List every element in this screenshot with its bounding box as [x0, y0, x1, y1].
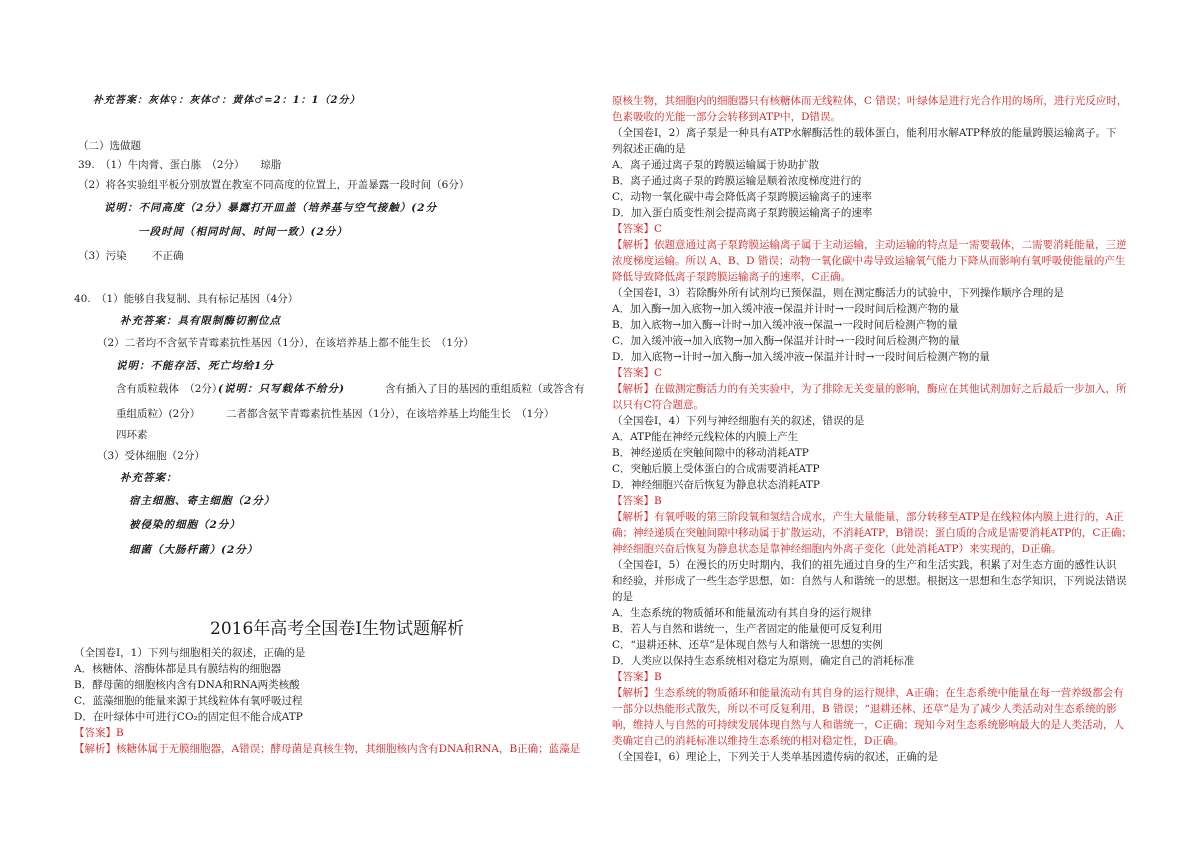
supplementary-answer-2a: 宿主细胞、寄主细胞（2分）	[129, 495, 276, 507]
answer-line-b2: 二者都含氨苄青霉素抗性基因（1分），在该培养基上均能生长 （1分）	[226, 408, 555, 420]
q2-option-a: A．离子通过离子泵的跨膜运输属于协助扩散	[612, 159, 820, 171]
q1-stem: （全国卷Ⅰ，1）下列与细胞相关的叙述，正确的是	[74, 647, 306, 659]
q4-stem: （全国卷Ⅰ，4）下列与神经细胞有关的叙述，错误的是	[612, 415, 865, 427]
q2-stem-1: （全国卷Ⅰ，2）离子泵是一种具有ATP水解酶活性的载体蛋白，能利用水解ATP释放的能量跨膜运输离子。下	[612, 127, 1117, 139]
q5-explanation-2: 一部分以热能形式散失，所以不可反复利用，B 错误；“退耕还林、还草”是为了减少人类活动对生态系统的影	[612, 703, 1117, 715]
q2-option-d: D．加入蛋白质变性剂会提高离子泵跨膜运输离子的速率	[612, 207, 873, 219]
q1-answer: 【答案】B	[74, 727, 124, 739]
q1-option-d: D．在叶绿体中可进行CO₂的固定但不能合成ATP	[74, 711, 303, 723]
q5-explanation-1: 【解析】生态系统的物质循环和能量流动有其自身的运行规律，A正确；在生态系统中能量在每一营养级都会有	[612, 687, 1124, 699]
q3-answer: 【答案】C	[612, 367, 663, 379]
q5-stem-3: 的是	[612, 591, 633, 603]
q40-part2: （2）二者均不含氨苄青霉素抗性基因（1分），在该培养基上都不能生长 （1分）	[97, 337, 475, 349]
q2-stem-2: 列叙述正确的是	[612, 143, 686, 155]
answer-line-a3: 含有插入了目的基因的重组质粒（或答含有	[385, 383, 585, 395]
supplementary-answer-2: 补充答案：	[120, 472, 178, 484]
answer-line-b1: 重组质粒）(2分）	[116, 408, 201, 420]
q3-option-c: C．加入缓冲液→加入底物→加入酶→保温并计时→一段时间后检测产物的量	[612, 335, 960, 347]
answer-line-c: 四环素	[116, 429, 148, 441]
q4-explanation-1: 【解析】有氧呼吸的第三阶段氧和氢结合成水，产生大量能量，部分转移至ATP是在线粒体内膜上进行的，A正	[612, 511, 1124, 523]
q2-explanation-2: 浓度梯度运输。所以 A、B、D 错误；动物一氧化碳中毒导致运输氧气能力下降从而影响有氧呼吸使能量的产生	[612, 255, 1126, 267]
q5-explanation-3: 响，维持人与自然的可持续发展体现自然与人和谐统一，C正确；现知今对生态系统影响最大的是人类活动，人	[612, 719, 1125, 731]
supplementary-answer-top: 补充答案：灰体♀：灰体♂：黄体♂=2：1：1（2分）	[93, 95, 361, 106]
q5-option-d: D．人类应以保持生态系统相对稳定为原则，确定自己的消耗标准	[612, 655, 915, 667]
elective-heading: （二）选做题	[78, 140, 141, 152]
q39-part3-answer: 不正确	[152, 250, 184, 262]
q3-explanation-2: 以只有C符合题意。	[612, 399, 705, 411]
q4-explanation-2: 确；神经递质在突触间隙中移动属于扩散运动，不消耗ATP，B错误；蛋白质的合成是需要消耗ATP的，C正确；	[612, 527, 1132, 539]
q2-option-c: C．动物一氧化碳中毒会降低离子泵跨膜运输离子的速率	[612, 191, 873, 203]
q4-explanation-3: 神经细胞兴奋后恢复为静息状态是靠神经细胞内外离子变化（此处消耗ATP）来实现的，D正确。	[612, 543, 1062, 555]
q4-option-b: B．神经递质在突触间隙中的移动消耗ATP	[612, 447, 809, 459]
q5-stem-2: 和经验，并形成了一些生态学思想，如：自然与人和谐统一的思想。根据这一思想和生态学知识，下列说法错误	[612, 575, 1127, 587]
note-line-1: 说明：不同高度（2分）暴露打开皿盖（培养基与空气接触）(2分	[104, 202, 438, 214]
q1-option-a: A．核糖体、溶酶体都是具有膜结构的细胞器	[74, 663, 282, 675]
page-title: 2016年高考全国卷Ⅰ生物试题解析	[210, 619, 464, 639]
q3-explanation-1: 【解析】在做测定酶活力的有关实验中，为了排除无关变量的影响，酶应在其他试剂加好之后最后一步加入，所	[612, 383, 1127, 395]
q4-option-a: A．ATP能在神经元线粒体的内膜上产生	[612, 431, 799, 443]
q40-part3: （3）受体细胞（2分）	[97, 450, 205, 462]
q4-option-c: C．突触后膜上受体蛋白的合成需要消耗ATP	[612, 463, 820, 475]
q5-explanation-4: 类确定自己的消耗标准以维持生态系统的相对稳定性，D正确。	[612, 735, 904, 747]
q5-answer: 【答案】B	[612, 671, 662, 683]
supplementary-answer-1: 补充答案：具有限制酶切割位点	[120, 315, 281, 327]
q1-explanation-cont-1: 原核生物，其细胞内的细胞器只有核糖体而无线粒体，C 错误；叶绿体是进行光合作用的场所，进行光反应时，	[612, 95, 1128, 107]
q6-stem: （全国卷Ⅰ，6）理论上，下列关于人类单基因遗传病的叙述，正确的是	[612, 751, 938, 763]
q5-option-a: A．生态系统的物质循环和能量流动有其自身的运行规律	[612, 607, 872, 619]
answer-line-a1: 含有质粒载体 （2分）	[116, 383, 223, 395]
q2-answer: 【答案】C	[612, 223, 663, 235]
answer-line-a2: (说明：只写载体不给分)	[218, 383, 345, 395]
q40-part1: 40. （1）能够自我复制、具有标记基因（4分）	[74, 293, 299, 305]
q3-option-b: B．加入底物→加入酶→计时→加入缓冲液→保温→一段时间后检测产物的量	[612, 319, 958, 331]
q1-option-b: B．酵母菌的细胞核内含有DNA和RNA两类核酸	[74, 679, 300, 691]
q5-option-c: C．“退耕还林、还草”是体现自然与人和谐统一思想的实例	[612, 639, 883, 651]
q5-stem-1: （全国卷Ⅰ，5）在漫长的历史时期内，我们的祖先通过自身的生产和生活实践，积累了对生态方面的感性认识	[612, 559, 1117, 571]
q2-explanation-1: 【解析】依题意通过离子泵跨膜运输离子属于主动运输，主动运输的特点是一需要载体，二需要消耗能量，三逆	[612, 239, 1127, 251]
q1-explanation-cont-2: 色素吸收的光能一部分会转移到ATP中，D错误。	[612, 111, 841, 123]
q1-explanation: 【解析】核糖体属于无膜细胞器，A错误；酵母菌是真核生物，其细胞核内含有DNA和RNA，B正确；蓝藻是	[74, 743, 581, 755]
q5-option-b: B．若人与自然和谐统一，生产者固定的能量便可反复利用	[612, 623, 883, 635]
q3-option-a: A．加入酶→加入底物→加入缓冲液→保温并计时→一段时间后检测产物的量	[612, 303, 960, 315]
q39-part2: （2）将各实验组平板分别放置在教室不同高度的位置上，开盖暴露一段时间（6分）	[78, 179, 470, 191]
q3-option-d: D．加入底物→计时→加入酶→加入缓冲液→保温并计时→一段时间后检测产物的量	[612, 351, 990, 363]
supplementary-answer-2c: 细菌（大肠杆菌）(2分）	[129, 544, 259, 556]
q2-explanation-3: 降低导致降低离子泵跨膜运输离子的速率，C正确。	[612, 271, 852, 283]
q3-stem: （全国卷Ⅰ，3）若除酶外所有试剂均已预保温，则在测定酶活力的试验中，下列操作顺序合理的是	[612, 287, 1064, 299]
q2-option-b: B．离子通过离子泵的跨膜运输是顺着浓度梯度进行的	[612, 175, 862, 187]
supplementary-answer-2b: 被侵染的细胞（2分）	[129, 519, 241, 531]
q1-option-c: C．蓝藻细胞的能量来源于其线粒体有氧呼吸过程	[74, 695, 303, 707]
q39-part1: 39. （1）牛肉膏、蛋白胨 （2分） 琼脂	[78, 159, 282, 171]
q4-answer: 【答案】B	[612, 495, 662, 507]
note-line-3: 说明：不能存活、死亡均给1分	[116, 360, 274, 372]
q39-part3: （3）污染	[78, 250, 127, 262]
note-line-2: 一段时间（相同时间、时间一致）(2分）	[138, 226, 348, 238]
q4-option-d: D．神经细胞兴奋后恢复为静息状态消耗ATP	[612, 479, 820, 491]
